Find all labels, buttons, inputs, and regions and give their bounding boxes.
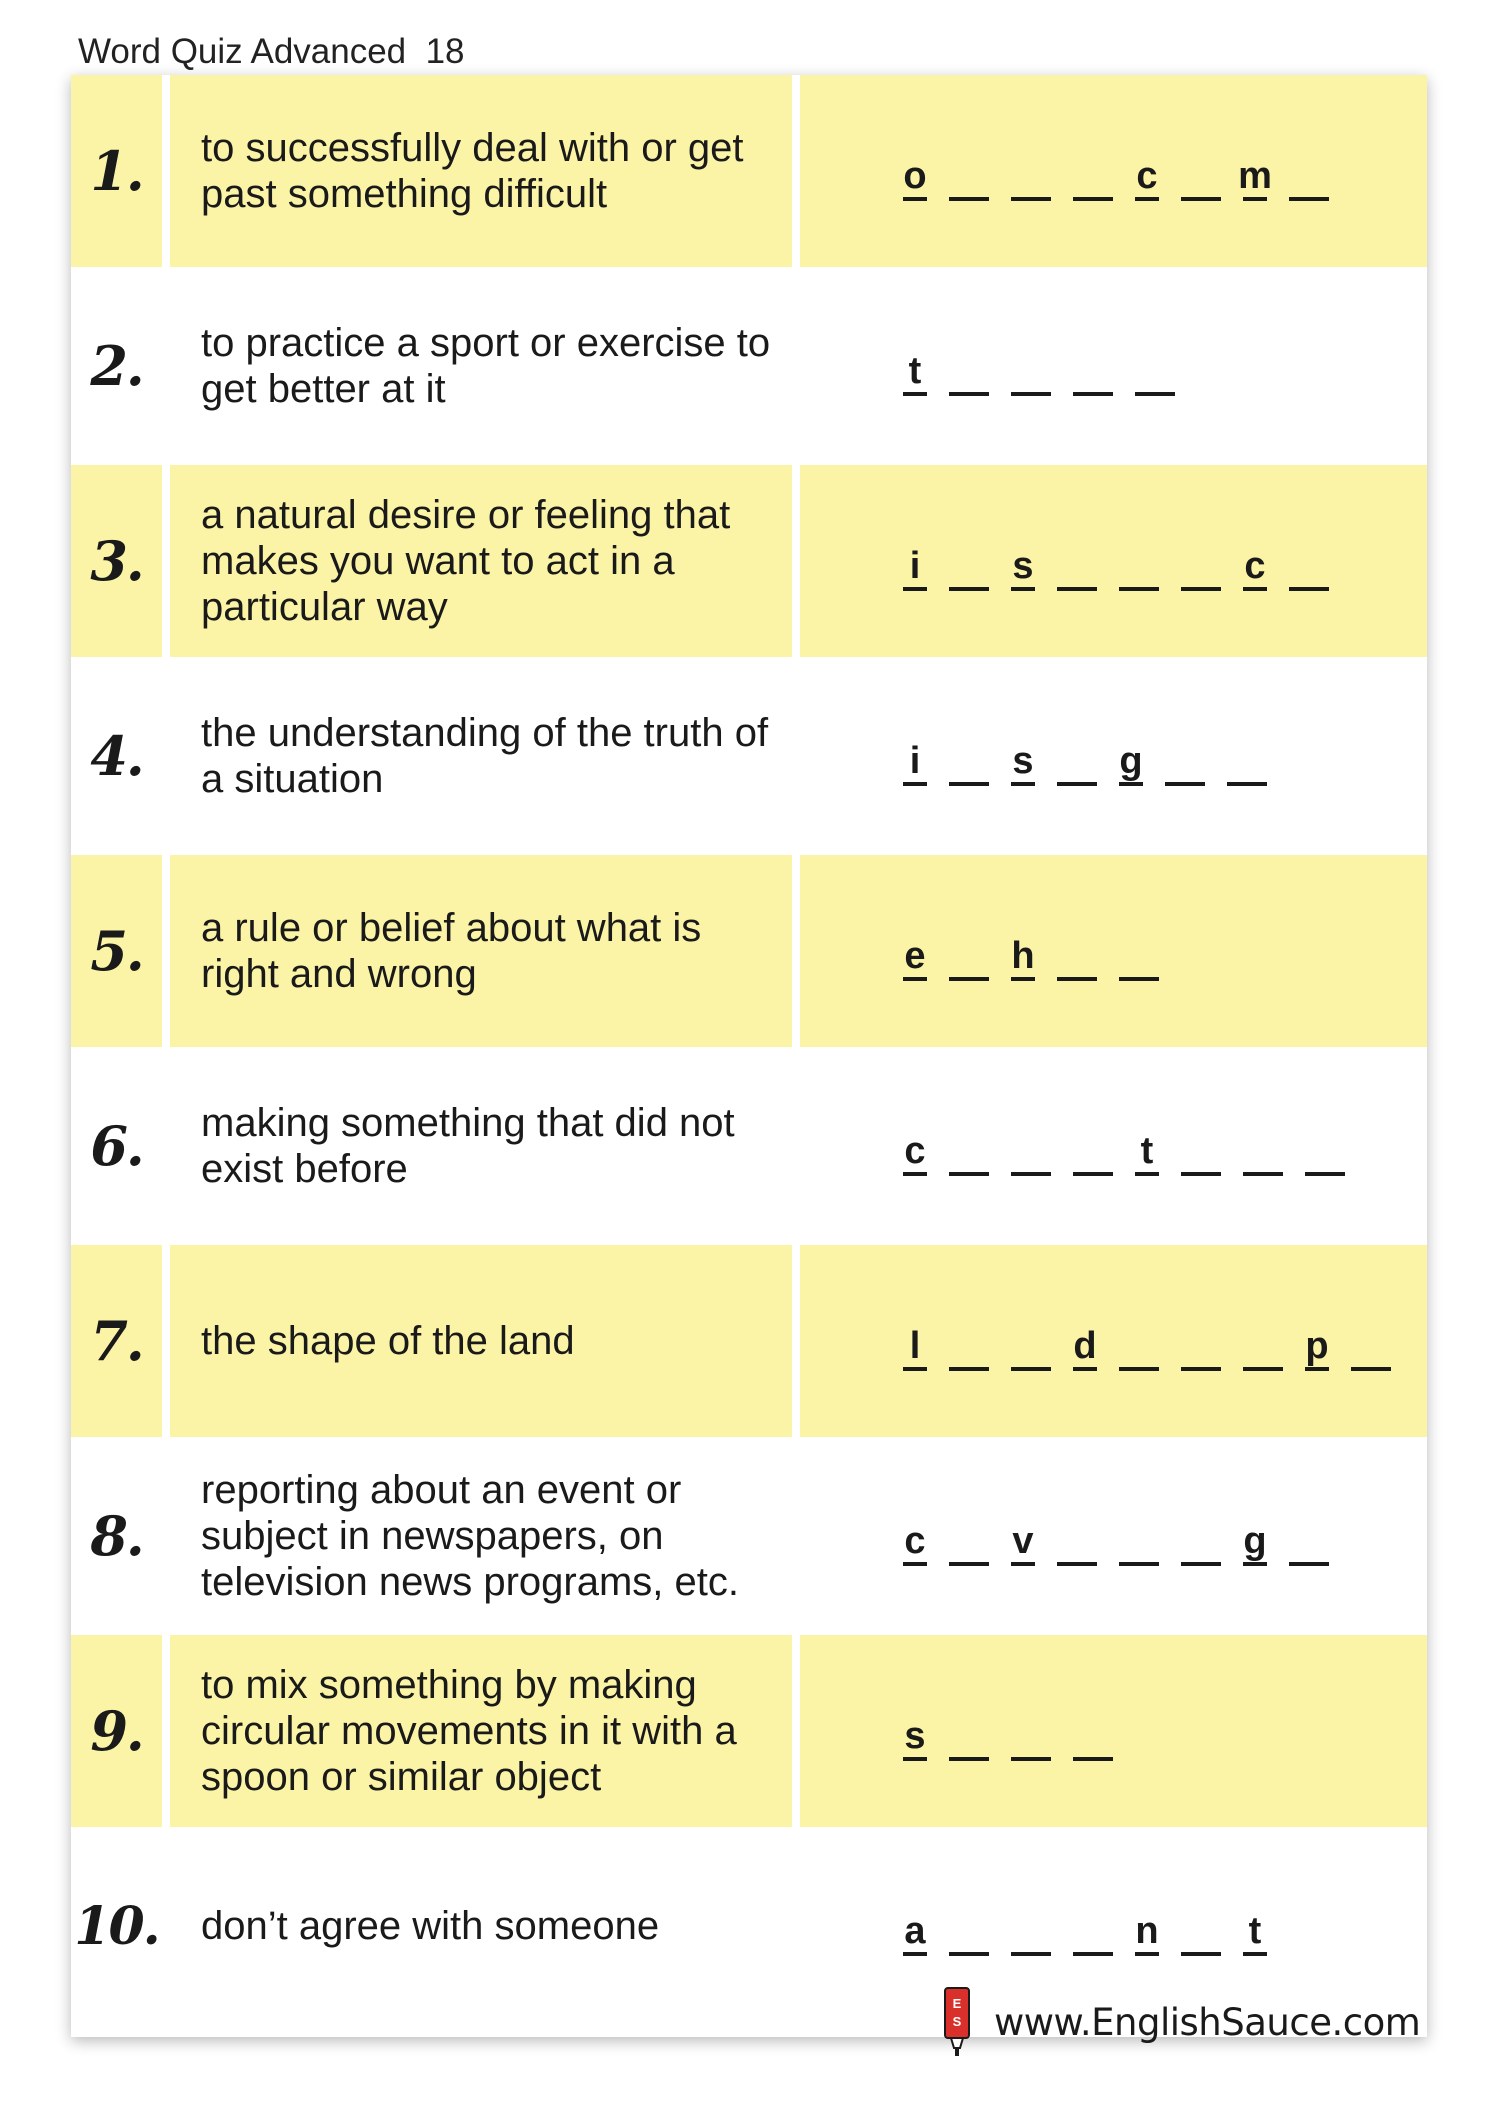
underline	[1289, 587, 1329, 591]
letter-blanks	[903, 336, 1197, 396]
quiz-row	[71, 465, 1427, 657]
given-letter-slot	[903, 149, 927, 201]
blank-letter-slot[interactable]	[949, 1319, 989, 1371]
blank-letter-slot[interactable]	[1119, 1319, 1159, 1371]
underline	[1243, 1367, 1283, 1371]
underline	[1073, 1952, 1113, 1956]
letter-blanks	[903, 1311, 1413, 1371]
item-number: 5.	[90, 919, 143, 983]
given-letter-slot	[903, 929, 927, 981]
given-letter-slot	[903, 1319, 927, 1371]
definition-cell	[170, 1830, 792, 2022]
underline	[1119, 977, 1159, 981]
underline	[1135, 197, 1159, 201]
item-number-cell	[71, 1635, 162, 1827]
underline	[903, 392, 927, 396]
item-number-cell	[71, 1830, 162, 2022]
given-letter: s	[904, 1715, 926, 1757]
blank-letter-slot[interactable]	[1011, 1319, 1051, 1371]
item-number-cell	[71, 270, 162, 462]
underline	[1011, 1562, 1035, 1566]
underline	[1243, 1562, 1267, 1566]
answer-cell	[800, 855, 1427, 1047]
blank-letter-slot[interactable]	[1181, 1319, 1221, 1371]
underline	[1073, 1172, 1113, 1176]
definition-text: a natural desire or feeling that makes you want to act in a particular way	[201, 493, 731, 629]
given-letter: n	[1135, 1910, 1159, 1952]
underline	[1057, 587, 1097, 591]
sauce-bottle-icon	[942, 1986, 972, 2058]
given-letter-slot	[1238, 149, 1272, 201]
given-letter-slot	[1073, 1319, 1097, 1371]
item-number: 10.	[74, 1895, 159, 1957]
definition-text: don’t agree with someone	[201, 1904, 660, 1948]
definition-text: to successfully deal with or get past something difficult	[201, 126, 744, 216]
given-letter-slot	[1135, 1904, 1159, 1956]
blank-letter-slot[interactable]	[1227, 734, 1267, 786]
given-letter: t	[1140, 1130, 1154, 1172]
given-letter-slot	[903, 734, 927, 786]
blank-letter-slot[interactable]	[1165, 734, 1205, 786]
given-letter-slot	[1011, 734, 1035, 786]
given-letter: c	[1244, 545, 1266, 587]
underline	[1119, 1562, 1159, 1566]
website-label: www.EnglishSauce.com	[994, 2000, 1421, 2044]
underline	[1135, 1172, 1159, 1176]
given-letter: l	[909, 1325, 921, 1367]
quiz-row	[71, 1245, 1427, 1437]
blank-letter-slot[interactable]	[949, 1514, 989, 1566]
blank-letter-slot[interactable]	[1057, 1514, 1097, 1566]
quiz-sheet	[71, 75, 1427, 2037]
item-number-cell	[71, 75, 162, 267]
underline	[949, 1952, 989, 1956]
answer-cell	[800, 75, 1427, 267]
underline	[949, 587, 989, 591]
answer-cell	[800, 270, 1427, 462]
given-letter-slot	[903, 539, 927, 591]
blank-letter-slot[interactable]	[949, 1709, 989, 1761]
definition-cell	[170, 270, 792, 462]
svg-text:E: E	[952, 1996, 962, 2011]
blank-letter-slot[interactable]	[1073, 1124, 1113, 1176]
answer-cell	[800, 465, 1427, 657]
given-letter: c	[904, 1130, 926, 1172]
underline	[1181, 587, 1221, 591]
underline	[1073, 197, 1113, 201]
given-letter-slot	[1243, 1904, 1267, 1956]
blank-letter-slot[interactable]	[1181, 1904, 1221, 1956]
underline	[903, 587, 927, 591]
underline	[1011, 1757, 1051, 1761]
underline	[903, 1172, 927, 1176]
blank-letter-slot[interactable]	[949, 1904, 989, 1956]
given-letter: c	[904, 1520, 926, 1562]
letter-blanks	[903, 1701, 1135, 1761]
given-letter-slot	[1119, 734, 1143, 786]
given-letter: m	[1238, 155, 1272, 197]
underline	[949, 1757, 989, 1761]
blank-letter-slot[interactable]	[1351, 1319, 1391, 1371]
underline	[1289, 197, 1329, 201]
blank-letter-slot[interactable]	[1011, 344, 1051, 396]
underline	[1243, 1952, 1267, 1956]
blank-letter-slot[interactable]	[1181, 149, 1221, 201]
underline	[1165, 782, 1205, 786]
underline	[903, 197, 927, 201]
underline	[1011, 587, 1035, 591]
given-letter: a	[904, 1910, 926, 1952]
given-letter-slot	[1011, 929, 1035, 981]
blank-letter-slot[interactable]	[1073, 344, 1113, 396]
item-number-cell	[71, 660, 162, 852]
item-number: 6.	[90, 1114, 143, 1178]
blank-letter-slot[interactable]	[1243, 1319, 1283, 1371]
item-number: 3.	[90, 529, 143, 593]
definition-cell	[170, 1635, 792, 1827]
quiz-row	[71, 75, 1427, 267]
blank-letter-slot[interactable]	[1073, 149, 1113, 201]
item-number: 8.	[90, 1504, 143, 1568]
underline	[1181, 1952, 1221, 1956]
item-number-cell	[71, 1050, 162, 1242]
blank-letter-slot[interactable]	[949, 539, 989, 591]
underline	[1073, 392, 1113, 396]
given-letter-slot	[1011, 539, 1035, 591]
given-letter-slot	[1243, 1514, 1267, 1566]
definition-text: to practice a sport or exercise to get better at it	[201, 321, 771, 411]
blank-letter-slot[interactable]	[1057, 734, 1097, 786]
underline	[1305, 1172, 1345, 1176]
letter-blanks	[903, 726, 1289, 786]
given-letter-slot	[1243, 539, 1267, 591]
definition-text: making something that did not exist before	[201, 1101, 735, 1191]
item-number-cell	[71, 465, 162, 657]
underline	[1243, 1172, 1283, 1176]
blank-letter-slot[interactable]	[1243, 1124, 1283, 1176]
underline	[949, 782, 989, 786]
underline	[1135, 1952, 1159, 1956]
underline	[903, 977, 927, 981]
given-letter: e	[904, 935, 926, 977]
blank-letter-slot[interactable]	[949, 929, 989, 981]
underline	[903, 1367, 927, 1371]
underline	[1243, 587, 1267, 591]
definition-cell	[170, 465, 792, 657]
underline	[1119, 587, 1159, 591]
quiz-row	[71, 270, 1427, 462]
blank-letter-slot[interactable]	[949, 1124, 989, 1176]
blank-letter-slot[interactable]	[1181, 539, 1221, 591]
underline	[1011, 977, 1035, 981]
underline	[1305, 1367, 1329, 1371]
answer-cell	[800, 660, 1427, 852]
blank-letter-slot[interactable]	[1289, 1514, 1329, 1566]
letter-blanks	[903, 1116, 1367, 1176]
given-letter: i	[909, 740, 921, 782]
blank-letter-slot[interactable]	[1073, 1904, 1113, 1956]
underline	[1181, 1367, 1221, 1371]
definition-text: the understanding of the truth of a situation	[201, 711, 769, 801]
page-title: Word Quiz Advanced 18	[78, 32, 465, 71]
blank-letter-slot[interactable]	[949, 344, 989, 396]
blank-letter-slot[interactable]	[1305, 1124, 1345, 1176]
definition-cell	[170, 1245, 792, 1437]
underline	[949, 1172, 989, 1176]
given-letter: s	[1012, 740, 1034, 782]
underline	[1011, 197, 1051, 201]
item-number: 2.	[90, 334, 143, 398]
answer-cell	[800, 1245, 1427, 1437]
underline	[1011, 782, 1035, 786]
quiz-row	[71, 1635, 1427, 1827]
definition-text: the shape of the land	[201, 1319, 575, 1363]
underline	[1057, 977, 1097, 981]
blank-letter-slot[interactable]	[1011, 1124, 1051, 1176]
underline	[1073, 1757, 1113, 1761]
underline	[1181, 1562, 1221, 1566]
underline	[1057, 1562, 1097, 1566]
footer	[942, 1986, 1420, 2058]
given-letter-slot	[1011, 1514, 1035, 1566]
definition-text: reporting about an event or subject in newspapers, on television news programs, etc.	[201, 1468, 740, 1604]
underline	[903, 1952, 927, 1956]
given-letter: v	[1012, 1520, 1034, 1562]
underline	[1119, 1367, 1159, 1371]
letter-blanks	[903, 1506, 1351, 1566]
given-letter-slot	[1135, 149, 1159, 201]
quiz-row	[71, 1440, 1427, 1632]
underline	[903, 1757, 927, 1761]
item-number: 4.	[90, 724, 143, 788]
underline	[1135, 392, 1175, 396]
blank-letter-slot[interactable]	[1011, 149, 1051, 201]
item-number-cell	[71, 1440, 162, 1632]
definition-text: to mix something by making circular movements in it with a spoon or similar object	[201, 1663, 737, 1799]
underline	[1011, 1172, 1051, 1176]
underline	[949, 1367, 989, 1371]
underline	[1243, 197, 1267, 201]
given-letter-slot	[903, 1514, 927, 1566]
underline	[1011, 392, 1051, 396]
blank-letter-slot[interactable]	[1119, 539, 1159, 591]
underline	[1057, 782, 1097, 786]
underline	[949, 197, 989, 201]
blank-letter-slot[interactable]	[1073, 1709, 1113, 1761]
given-letter-slot	[1305, 1319, 1329, 1371]
given-letter: h	[1011, 935, 1035, 977]
item-number-cell	[71, 1245, 162, 1437]
letter-blanks	[903, 141, 1351, 201]
blank-letter-slot[interactable]	[1181, 1514, 1221, 1566]
blank-letter-slot[interactable]	[949, 734, 989, 786]
item-number: 1.	[90, 139, 143, 203]
quiz-row	[71, 1050, 1427, 1242]
given-letter-slot	[903, 1709, 927, 1761]
letter-blanks	[903, 1896, 1289, 1956]
underline	[1181, 197, 1221, 201]
underline	[1227, 782, 1267, 786]
definition-cell	[170, 855, 792, 1047]
definition-text: a rule or belief about what is right and wrong	[201, 906, 702, 996]
svg-text:S: S	[952, 2014, 962, 2029]
underline	[949, 392, 989, 396]
definition-cell	[170, 75, 792, 267]
given-letter-slot	[903, 1904, 927, 1956]
blank-letter-slot[interactable]	[1181, 1124, 1221, 1176]
underline	[1289, 1562, 1329, 1566]
answer-cell	[800, 1050, 1427, 1242]
blank-letter-slot[interactable]	[1057, 539, 1097, 591]
blank-letter-slot[interactable]	[1119, 929, 1159, 981]
underline	[1181, 1172, 1221, 1176]
letter-blanks	[903, 921, 1181, 981]
given-letter: t	[908, 350, 922, 392]
blank-letter-slot[interactable]	[949, 149, 989, 201]
given-letter: g	[1119, 740, 1143, 782]
blank-letter-slot[interactable]	[1119, 1514, 1159, 1566]
underline	[949, 1562, 989, 1566]
given-letter: c	[1136, 155, 1158, 197]
given-letter-slot	[1135, 1124, 1159, 1176]
definition-cell	[170, 660, 792, 852]
item-number-cell	[71, 855, 162, 1047]
given-letter: i	[909, 545, 921, 587]
underline	[1351, 1367, 1391, 1371]
definition-cell	[170, 1050, 792, 1242]
answer-cell	[800, 1635, 1427, 1827]
given-letter: s	[1012, 545, 1034, 587]
blank-letter-slot[interactable]	[1057, 929, 1097, 981]
given-letter: o	[903, 155, 927, 197]
definition-cell	[170, 1440, 792, 1632]
underline	[1011, 1952, 1051, 1956]
given-letter-slot	[903, 344, 927, 396]
underline	[1073, 1367, 1097, 1371]
given-letter-slot	[903, 1124, 927, 1176]
blank-letter-slot[interactable]	[1289, 539, 1329, 591]
quiz-row	[71, 660, 1427, 852]
underline	[1011, 1367, 1051, 1371]
given-letter: p	[1305, 1325, 1329, 1367]
underline	[1119, 782, 1143, 786]
underline	[903, 782, 927, 786]
underline	[903, 1562, 927, 1566]
blank-letter-slot[interactable]	[1011, 1709, 1051, 1761]
item-number: 7.	[90, 1309, 143, 1373]
given-letter: d	[1073, 1325, 1097, 1367]
blank-letter-slot[interactable]	[1289, 149, 1329, 201]
blank-letter-slot[interactable]	[1135, 344, 1175, 396]
underline	[949, 977, 989, 981]
blank-letter-slot[interactable]	[1011, 1904, 1051, 1956]
item-number: 9.	[90, 1699, 143, 1763]
answer-cell	[800, 1440, 1427, 1632]
quiz-row	[71, 855, 1427, 1047]
given-letter: t	[1248, 1910, 1262, 1952]
letter-blanks	[903, 531, 1351, 591]
given-letter: g	[1243, 1520, 1267, 1562]
